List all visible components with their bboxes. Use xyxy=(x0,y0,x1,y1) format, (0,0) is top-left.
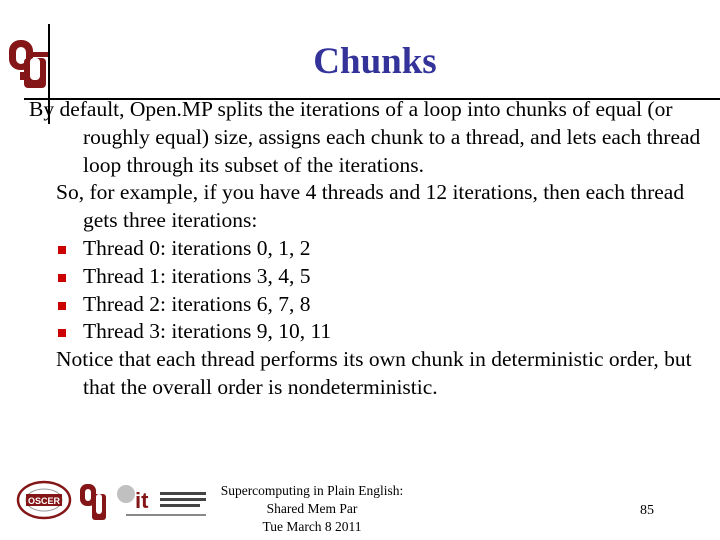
footer-logos xyxy=(14,478,210,526)
footer-line-1: Supercomputing in Plain English: Shared Mem Par xyxy=(220,483,404,516)
bullet-square-icon xyxy=(58,274,66,282)
page-number: 85 xyxy=(640,503,654,518)
paragraph: Notice that each thread performs its own chunk in deterministic order, but that the overall order is nondeterministic. xyxy=(56,347,692,399)
slide-title: Chunks xyxy=(313,41,437,82)
paragraph: By default, Open.MP splits the iterations of a loop into chunks of equal (or roughly equal) size, assigns each chunk to a thread, and lets each thread loop through its subset of the iterations. xyxy=(29,97,701,177)
slide-body xyxy=(29,96,706,402)
oscer-logo-icon xyxy=(18,482,70,518)
bullet-item: Thread 2: iterations 6, 7, 8 xyxy=(56,291,706,319)
bullet-item: Thread 0: iterations 0, 1, 2 xyxy=(56,235,706,263)
bullet-square-icon xyxy=(58,329,66,337)
bullet-item: Thread 1: iterations 3, 4, 5 xyxy=(56,263,706,291)
svg-text:it: it xyxy=(135,488,149,513)
bullet-item: Thread 3: iterations 9, 10, 11 xyxy=(56,318,706,346)
ou-it-logo-icon xyxy=(117,485,206,516)
footer-text xyxy=(212,482,412,536)
bullet-square-icon xyxy=(58,302,66,310)
bullet-square-icon xyxy=(58,246,66,254)
svg-text:OSCER: OSCER xyxy=(27,496,61,506)
footer-line-2: Tue March 8 2011 xyxy=(262,519,362,534)
paragraph: So, for example, if you have 4 threads and 12 iterations, then each thread gets three iterations: xyxy=(56,180,685,233)
ou-small-logo-icon xyxy=(80,484,106,520)
